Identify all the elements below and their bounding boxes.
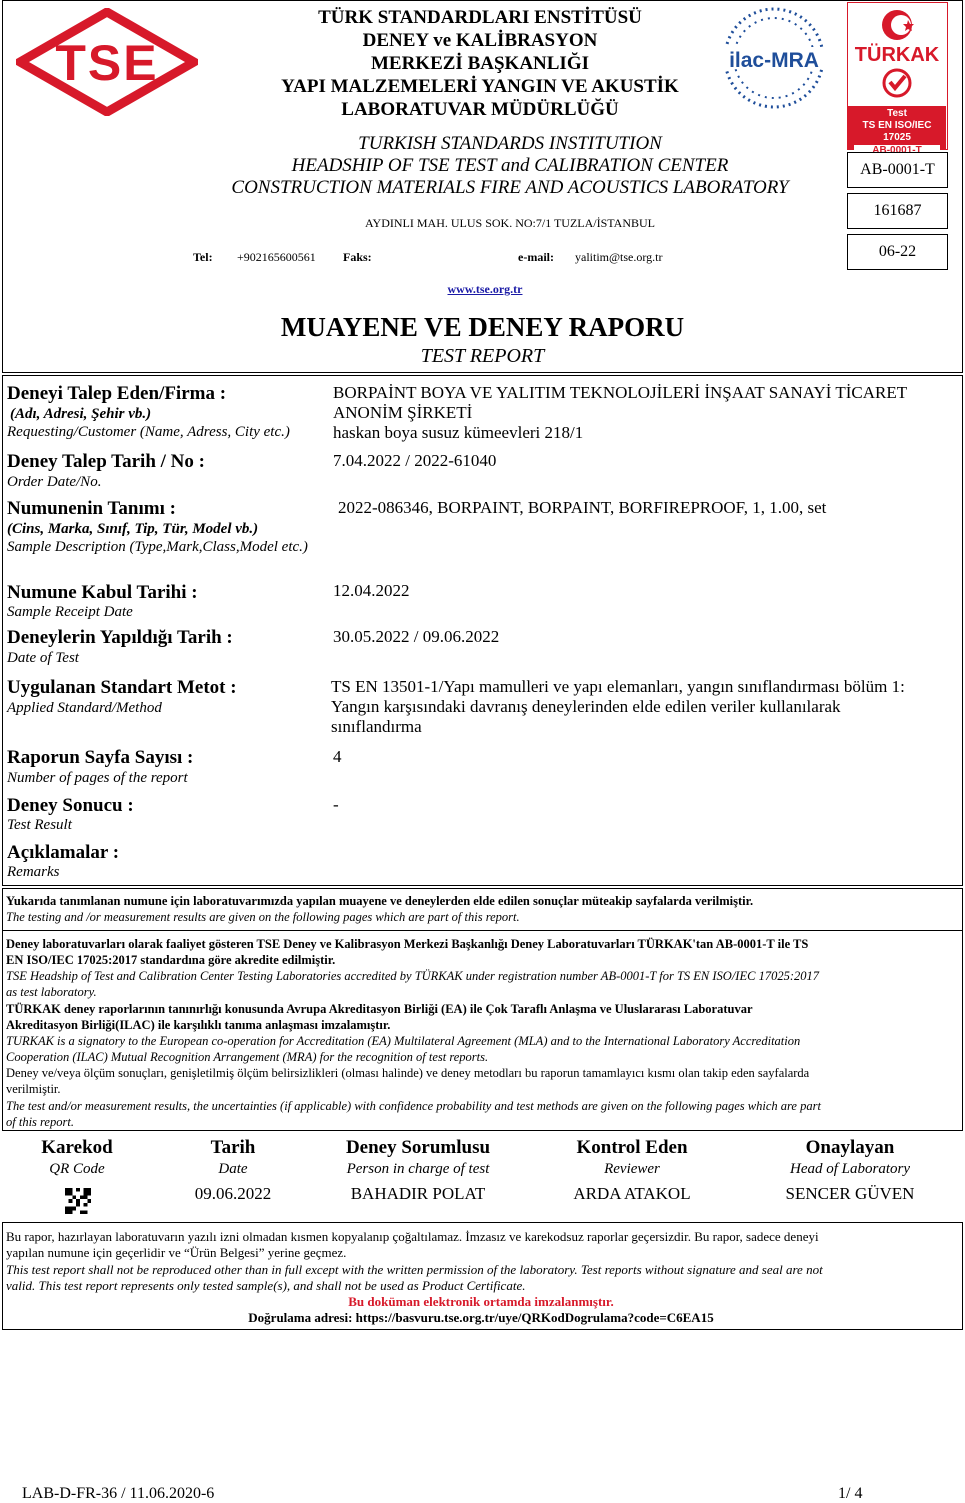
unc-note-tr-1: Deney ve/veya ölçüm sonuçları, genişletilmiş ölçüm belirsizlikleri (olması halinde) ve deney metodları bu raporun tamamlayıcı kısmı olan takip eden sayfalarda — [6, 1066, 810, 1080]
header-line: YAPI MALZEMELERİ YANGIN VE AKUSTİK — [281, 76, 679, 97]
accred-note-tr-2: EN ISO/IEC 17025:2017 standardına göre akredite edilmiştir. — [6, 953, 336, 967]
test-date-label: Deneylerin Yapıldığı Tarih : — [7, 627, 233, 648]
form-code: LAB-D-FR-36 / 11.06.2020-6 — [22, 1485, 215, 1502]
header-line: CONSTRUCTION MATERIALS FIRE AND ACOUSTICS LABORATORY — [231, 177, 789, 198]
customer-value-line: BORPAİNT BOYA VE YALITIM TEKNOLOJİLERİ İNŞAAT SANAYİ TİCARET — [333, 383, 908, 402]
turkak-band-line: Test — [887, 108, 907, 119]
sig-qr-sub: QR Code — [49, 1161, 105, 1177]
report-subtitle: TEST REPORT — [420, 345, 545, 367]
fax-label: Faks: — [343, 250, 372, 264]
date-code: 06-22 — [847, 234, 948, 270]
ea-note-tr-1: TÜRKAK deney raporlarının tanınırlığı konusunda Avrupa Akreditasyon Birliği (EA) ile Çok Taraflı Anlaşma ve Uluslararası Laboratuvar — [6, 1002, 753, 1016]
ilac-logo-text: ilac-MRA — [729, 49, 819, 72]
unc-note-en-1: The test and/or measurement results, the uncertainties (if applicable) with confidence probability and test methods are given on the following pages which are part — [6, 1099, 821, 1113]
standard-value-line: Yangın karşısındaki davranış deneylerinden elde edilen veriler kullanılarak — [331, 697, 841, 716]
receipt-value: 12.04.2022 — [333, 581, 410, 600]
sig-date-sub: Date — [218, 1161, 248, 1177]
customer-sub: Requesting/Customer (Name, Adress, City etc.) — [7, 424, 290, 440]
unc-note-tr-2: verilmiştir. — [6, 1082, 61, 1096]
sig-col-qr — [22, 1137, 132, 1179]
tel-value: +902165600561 — [237, 250, 316, 264]
institution-name-tr — [230, 6, 730, 121]
sig-approver-head: Onaylayan — [805, 1137, 895, 1158]
disclaimer-en-2: valid. This test report represents only tested sample(s), and shall not be used as Product Certificate. — [6, 1278, 526, 1293]
test-date-sub: Date of Test — [7, 650, 79, 666]
pages-value: 4 — [333, 747, 342, 766]
results-note-en: The testing and /or measurement results are given on the following pages which are part of this report. — [6, 910, 520, 924]
sig-approver-sub: Head of Laboratory — [790, 1161, 910, 1177]
standard-sub: Applied Standard/Method — [7, 700, 162, 716]
sig-date-head: Tarih — [210, 1137, 256, 1158]
qr-code-icon[interactable] — [65, 1188, 91, 1214]
sig-col-responsible — [318, 1137, 518, 1179]
customer-sub-bold: (Adı, Adresi, Şehir vb.) — [10, 406, 152, 422]
standard-value — [331, 677, 956, 737]
ilac-mra-logo — [720, 5, 828, 111]
address: AYDINLI MAH. ULUS SOK. NO:7/1 TUZLA/İSTANBUL — [364, 216, 656, 230]
tel-label: Tel: — [193, 250, 213, 264]
sample-label: Numunenin Tanımı : — [7, 498, 176, 519]
pages-label: Raporun Sayfa Sayısı : — [7, 747, 194, 768]
electronic-signature-note: Bu doküman elektronik ortamda imzalanmıştır. — [348, 1294, 614, 1309]
verification-url[interactable]: Doğrulama adresi: https://basvuru.tse.org.tr/uye/QRKodDogrulama?code=C6EA15 — [248, 1310, 714, 1325]
page-number: 1/ 4 — [838, 1485, 863, 1502]
sig-col-reviewer — [542, 1137, 722, 1179]
accred-note-en-1: TSE Headship of Test and Calibration Center Testing Laboratories accredited by TÜRKAK under registration number AB-0001-T for TS EN ISO/IEC 17025:2017 — [6, 969, 819, 983]
tse-logo — [16, 8, 198, 116]
customer-value-line: haskan boya susuz kümeevleri 218/1 — [333, 423, 584, 442]
sig-qr-head: Karekod — [41, 1137, 113, 1158]
ea-note-en-2: Cooperation (ILAC) Mutual Recognition Arrangement (MRA) for the recognition of test reports. — [6, 1050, 489, 1064]
website-link[interactable]: www.tse.org.tr — [447, 282, 523, 296]
email-value[interactable]: yalitim@tse.org.tr — [575, 250, 663, 264]
sig-col-date — [168, 1137, 298, 1179]
disclaimer-tr-2: yapılan numune için geçerlidir ve “Ürün Belgesi” yerine geçmez. — [6, 1245, 347, 1260]
disclaimer-en-1: This test report shall not be reproduced other than in full except with the written permission of the laboratory. Test reports without signature and seal are not — [6, 1262, 823, 1277]
sig-reviewer-sub: Reviewer — [604, 1161, 660, 1177]
result-sub: Test Result — [7, 817, 72, 833]
email-label: e-mail: — [518, 250, 554, 264]
receipt-label: Numune Kabul Tarihi : — [7, 582, 198, 603]
accred-note-tr-1: Deney laboratuvarları olarak faaliyet gösteren TSE Deney ve Kalibrasyon Merkezi Başkanlığı Deney Laboratuvarları TÜRKAK'tan AB-0001-T ile TS — [6, 937, 809, 951]
accreditation-number: AB-0001-T — [847, 152, 948, 188]
header-line: TÜRK STANDARDLARI ENSTİTÜSÜ — [318, 7, 642, 28]
test-date-value: 30.05.2022 / 09.06.2022 — [333, 627, 500, 646]
remarks-sub: Remarks — [7, 864, 60, 880]
customer-value-line: ANONİM ŞİRKETİ — [333, 403, 473, 422]
standard-label: Uygulanan Standart Metot : — [7, 677, 237, 698]
sig-date-value: 09.06.2022 — [194, 1184, 272, 1203]
sig-approver-value: SENCER GÜVEN — [785, 1184, 915, 1203]
header-line: DENEY ve KALİBRASYON — [362, 30, 598, 51]
sig-reviewer-value: ARDA ATAKOL — [573, 1184, 691, 1203]
sample-sub-bold: (Cins, Marka, Sınıf, Tip, Tür, Model vb.) — [7, 521, 259, 537]
turkak-band-line: TS EN ISO/IEC 17025 — [862, 120, 932, 143]
sample-sub: Sample Description (Type,Mark,Class,Model etc.) — [7, 539, 308, 555]
turkak-band — [848, 106, 946, 156]
disclaimer-tr-1: Bu rapor, hazırlayan laboratuvarın yazılı izni olmadan kısmen kopyalanıp çoğaltılamaz. İmzasız ve karekodsuz raporlar geçersizdir. Bu rapor, sadece deneyi — [6, 1229, 819, 1244]
sig-responsible-head: Deney Sorumlusu — [345, 1137, 491, 1158]
order-sub: Order Date/No. — [7, 474, 102, 490]
standard-value-line: TS EN 13501-1/Yapı mamulleri ve yapı elemanları, yangın sınıflandırması bölüm 1: — [331, 677, 905, 696]
result-label: Deney Sonucu : — [7, 795, 134, 816]
sig-col-approver — [760, 1137, 940, 1179]
header-line: HEADSHIP OF TSE TEST and CALIBRATION CENTER — [291, 155, 729, 176]
accred-note-en-2: as test laboratory. — [6, 985, 97, 999]
header-line: MERKEZİ BAŞKANLIĞI — [370, 53, 590, 74]
turkak-logo-text: TÜRKAK — [854, 44, 940, 66]
sig-responsible-sub: Person in charge of test — [346, 1161, 490, 1177]
standard-value-line: sınıflandırma — [331, 717, 422, 736]
customer-label: Deneyi Talep Eden/Firma : — [7, 383, 227, 404]
results-note-tr: Yukarıda tanımlanan numune için laboratuvarımızda yapılan muayene ve deneylerden elde edilen sonuçlar müteakip sayfalarda verilmiştir. — [6, 894, 754, 908]
turkak-emblem-icon — [848, 3, 946, 105]
institution-name-en — [200, 133, 820, 199]
order-value: 7.04.2022 / 2022-61040 — [333, 451, 497, 470]
customer-value — [333, 383, 958, 443]
tse-logo-text: TSE — [55, 35, 159, 91]
ea-note-en-1: TURKAK is a signatory to the European co-operation for Accreditation (EA) Multilateral Agreement (MLA) and to the International Laboratory Accreditation — [6, 1034, 801, 1048]
order-label: Deney Talep Tarih / No : — [7, 451, 205, 472]
pages-sub: Number of pages of the report — [7, 770, 188, 786]
report-number: 161687 — [847, 193, 948, 229]
turkak-logo — [847, 2, 948, 156]
turkak-band-line: AB-0001-T — [854, 145, 940, 157]
unc-note-en-2: of this report. — [6, 1115, 74, 1129]
sig-responsible-value: BAHADIR POLAT — [350, 1184, 486, 1203]
sig-reviewer-head: Kontrol Eden — [576, 1137, 688, 1158]
result-value: - — [333, 795, 339, 814]
ea-note-tr-2: Akreditasyon Birliği(ILAC) ile karşılıklı tanıma anlaşması imzalamıştır. — [6, 1018, 391, 1032]
sample-value: 2022-086346, BORPAINT, BORPAINT, BORFIREPROOF, 1, 1.00, set — [338, 498, 827, 517]
notes-divider — [2, 930, 963, 931]
header-line: TURKISH STANDARDS INSTITUTION — [358, 133, 662, 154]
report-title: MUAYENE VE DENEY RAPORU — [280, 312, 685, 342]
receipt-sub: Sample Receipt Date — [7, 604, 133, 620]
remarks-label: Açıklamalar : — [7, 842, 120, 863]
header-line: LABORATUVAR MÜDÜRLÜĞÜ — [341, 99, 619, 120]
